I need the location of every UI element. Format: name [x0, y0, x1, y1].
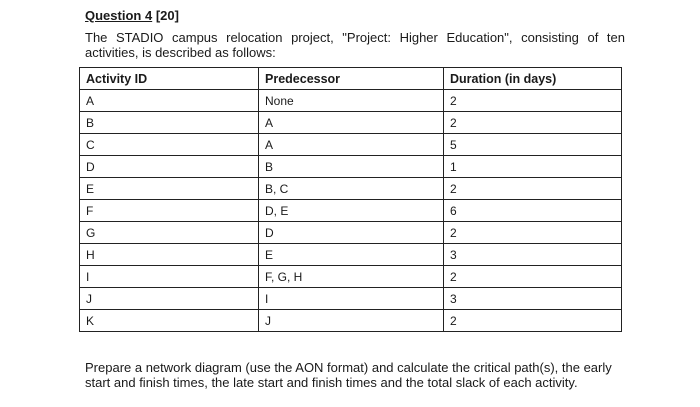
table-row	[80, 244, 622, 266]
header-activity-id: Activity ID	[80, 68, 259, 90]
table-row	[80, 200, 622, 222]
cell-predecessor: D	[259, 222, 444, 244]
question-label: Question 4	[85, 8, 153, 23]
table-row	[80, 178, 622, 200]
cell-activity-id: F	[80, 200, 259, 222]
table-row	[80, 156, 622, 178]
cell-duration: 6	[444, 200, 622, 222]
cell-duration: 2	[444, 112, 622, 134]
cell-activity-id: A	[80, 90, 259, 112]
cell-duration: 3	[444, 244, 622, 266]
cell-predecessor: B	[259, 156, 444, 178]
cell-activity-id: H	[80, 244, 259, 266]
table-row	[80, 288, 622, 310]
cell-duration: 2	[444, 90, 622, 112]
question-heading	[85, 8, 179, 23]
cell-duration: 3	[444, 288, 622, 310]
table-row	[80, 134, 622, 156]
cell-predecessor: E	[259, 244, 444, 266]
cell-predecessor: J	[259, 310, 444, 332]
table-row	[80, 112, 622, 134]
cell-activity-id: J	[80, 288, 259, 310]
cell-activity-id: D	[80, 156, 259, 178]
cell-predecessor: None	[259, 90, 444, 112]
question-marks: [20]	[155, 8, 179, 23]
cell-predecessor: A	[259, 134, 444, 156]
cell-activity-id: B	[80, 112, 259, 134]
cell-activity-id: C	[80, 134, 259, 156]
cell-duration: 2	[444, 310, 622, 332]
cell-predecessor: A	[259, 112, 444, 134]
cell-duration: 2	[444, 222, 622, 244]
cell-activity-id: I	[80, 266, 259, 288]
header-predecessor: Predecessor	[259, 68, 444, 90]
cell-predecessor: D, E	[259, 200, 444, 222]
cell-duration: 1	[444, 156, 622, 178]
table-row	[80, 310, 622, 332]
cell-predecessor: F, G, H	[259, 266, 444, 288]
cell-activity-id: K	[80, 310, 259, 332]
cell-duration: 2	[444, 178, 622, 200]
cell-activity-id: E	[80, 178, 259, 200]
instructions-paragraph: Prepare a network diagram (use the AON format) and calculate the critical path(s), the early start and finish times, the late start and finish times and the total slack of each activity.	[85, 360, 612, 390]
cell-duration: 2	[444, 266, 622, 288]
activity-table	[79, 67, 622, 332]
table-row	[80, 266, 622, 288]
intro-paragraph: The STADIO campus relocation project, "Project: Higher Education", consisting of ten activities, is described as follows:	[85, 30, 625, 60]
cell-predecessor: I	[259, 288, 444, 310]
table-row	[80, 90, 622, 112]
table-header-row	[80, 68, 622, 90]
table-row	[80, 222, 622, 244]
cell-duration: 5	[444, 134, 622, 156]
cell-predecessor: B, C	[259, 178, 444, 200]
header-duration: Duration (in days)	[444, 68, 622, 90]
cell-activity-id: G	[80, 222, 259, 244]
